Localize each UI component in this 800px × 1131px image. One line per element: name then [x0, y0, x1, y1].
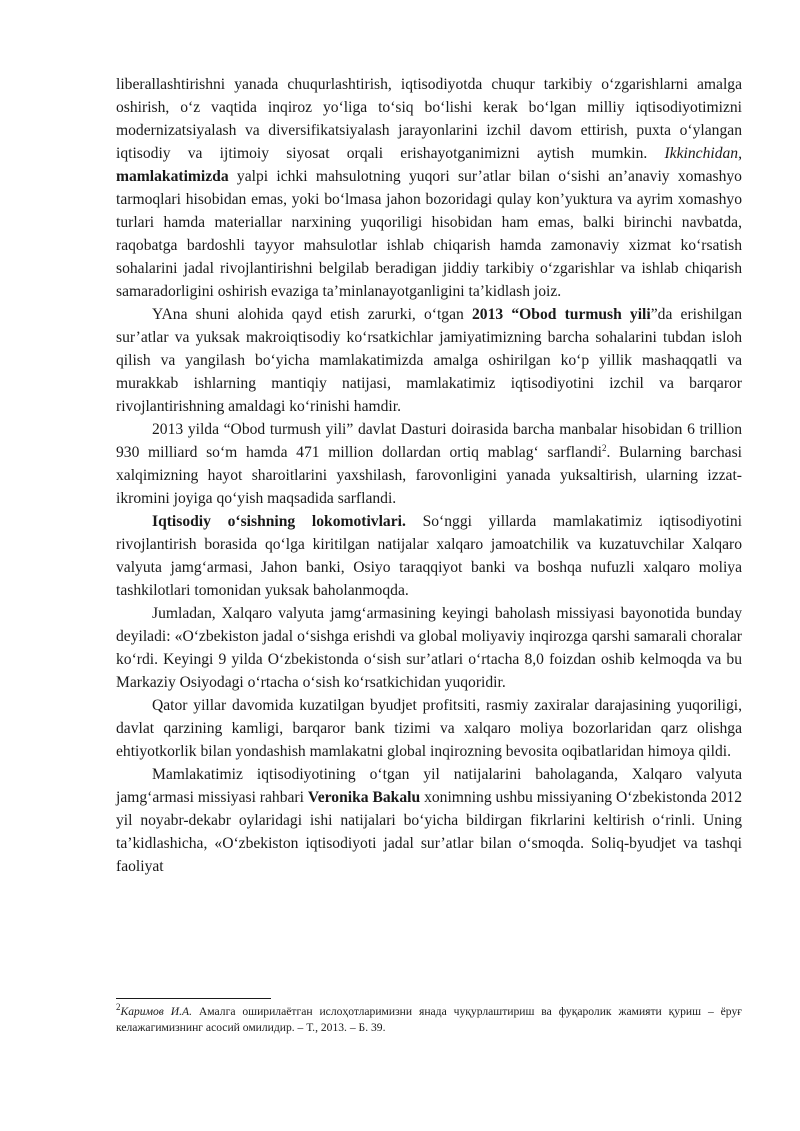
paragraph-2 — [116, 303, 742, 418]
bold-name: Veronika Bakalu — [307, 789, 421, 806]
paragraph-5: Jumladan, Xalqaro valyuta jamg‘armasining keyingi baholash missiyasi bayonotida bunday deyiladi: «O‘zbekiston jadal o‘sishga erishdi va global moliyaviy inqirozga qarshi samarali choralar ko‘rdi. Keyingi 9 yilda O‘zbekistonda o‘sish sur’atlari o‘rtacha 8,0 foizdan oshib kelmoqda va bu Markaziy Osiyodagi o‘rtacha o‘sish ko‘rsatkichidan yuqoridir. — [116, 605, 742, 691]
paragraph-text: So‘nggi yillarda mamlakatimiz iqtisodiyotini rivojlantirish borasida qo‘lga kiritilgan natijalar xalqaro jamoatchilik va kuzatuvchilar Xalqaro valyuta jamg‘armasi, Jahon banki, Osiyo taraqqiyot banki va boshqa nufuzli xalqaro moliya tashkilotlari tomonidan yuksak baholanmoqda. — [116, 513, 742, 599]
footnote-number: 2 — [116, 1002, 121, 1013]
section-heading-inline: Iqtisodiy o‘sishning lokomotivlari. — [152, 513, 406, 530]
paragraph-text: xonimning ushbu missiyaning O‘zbekistonda 2012 yil noyabr-dekabr oylaridagi ishi natijalari bo‘yicha bildirgan fikrlarini keltirish o‘rinli. Uning ta’kidlashicha, «O‘zbekiston iqtisodiyoti jadal sur’atlar bilan o‘smoqda. Soliq-byudjet va tashqi faoliyat — [116, 789, 743, 875]
footnote — [116, 1004, 742, 1036]
footnote-text: Амалга оширилаётган ислоҳотларимизни янада чуқурлаштириш ва фуқаролик жамияти қуриш – ёруғ келажагимизнинг асосий омилидир. – Т., 2013. – Б. 39. — [116, 1005, 742, 1034]
paragraph-text: . Bularning barchasi xalqimizning hayot sharoitlarini yaxshilash, farovonligini yanada yuksaltirish, ularning izzat-ikromini joyiga qo‘yish maqsadida sarflandi. — [116, 444, 743, 507]
paragraph-3 — [116, 418, 742, 510]
footnote-divider — [116, 998, 271, 999]
paragraph-6: Qator yillar davomida kuzatilgan byudjet profitsiti, rasmiy zaxiralar darajasining yuqoriligi, davlat qarzining kamligi, barqaror bank tizimi va xalqaro moliya bozorlaridan qarz olishga ehtiyotkorlik bilan yondashish mamlakatni global inqirozning bevosita oqibatlaridan himoya qildi. — [116, 697, 742, 760]
paragraph-text: yalpi ichki mahsulotning yuqori sur’atlar bilan o‘sishi an’anaviy xomashyo tarmoqlari hisobidan emas, yoki bo‘lmasa jahon bozoridagi qulay kon’yuktura va ayrim xomashyo turlari hamda materiallar narxining yuqoriligi hisobidan ham emas, balki birinchi navbatda, raqobatga bardoshli tayyor mahsulotlar ishlab chiqarish hamda zamonaviy xizmat ko‘rsatish sohalarini jadal rivojlantirishni belgilab beradigan jiddiy tarkibiy o‘zgarishlar va ishlab chiqarish samaradorligini oshirish evaziga ta’minlanayotganligini ta’kidlash joiz. — [116, 168, 742, 300]
paragraph-text: YAna shuni alohida qayd etish zarurki, o‘tgan — [152, 306, 464, 323]
footnote-ref[interactable]: 2 — [601, 442, 607, 453]
paragraph-1 — [116, 73, 742, 303]
paragraph-text: liberallashtirishni yanada chuqurlashtirish, iqtisodiyotda chuqur tarkibiy o‘zgarishlarni amalga oshirish, o‘z vaqtida inqiroz yo‘liga to‘siq bo‘lishi kerak bo‘lgan milliy iqtisodiyotimizni modernizatsiyalash va diversifikatsiyalash jarayonlarini izchil davom ettirish, puxta o‘ylangan iqtisodiy va ijtimoiy siyosat orqali erishayotganimizni aytish mumkin. — [116, 76, 742, 162]
italic-phrase: Ikkinchidan, — [664, 145, 742, 162]
page-body — [116, 73, 742, 878]
bold-phrase: 2013 “Obod turmush yili — [472, 306, 651, 323]
bold-phrase: mamlakatimizda — [116, 168, 229, 185]
paragraph-4 — [116, 510, 742, 602]
footnote-author: Каримов И.А. — [120, 1005, 192, 1018]
paragraph-7 — [116, 763, 742, 878]
paragraph-text: ”da erishilgan sur’atlar va yuksak makroiqtisodiy ko‘rsatkichlar jamiyatimizning barcha sohalarini tubdan isloh qilish va yangilash bo‘yicha mamlakatimizda amalga oshirilgan ko‘p yillik mashaqqatli va murakkab ishlarning mantiqiy natijasi, mamlakatimiz iqtisodiyotini izchil va barqaror rivojlantirishning amaldagi ko‘rinishi hamdir. — [116, 306, 743, 415]
paragraph-text: 2013 yilda “Obod turmush yili” davlat Dasturi doirasida barcha manbalar hisobidan 6 trillion 930 milliard so‘m hamda 471 million dollardan ortiq mablag‘ sarflandi — [116, 421, 742, 461]
paragraph-text: Mamlakatimiz iqtisodiyotining o‘tgan yil natijalarini baholaganda, Xalqaro valyuta jamg‘armasi missiyasi rahbari — [116, 766, 742, 806]
